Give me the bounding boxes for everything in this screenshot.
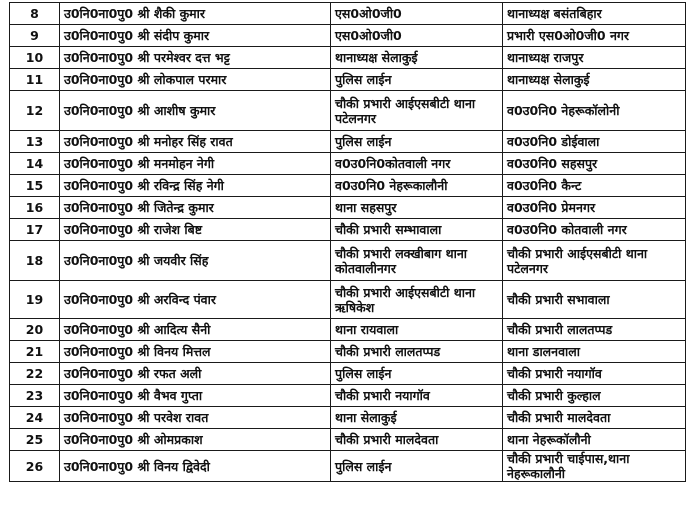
officer-name-cell: उ0नि0ना0पु0 श्री मनोहर सिंह रावत [60, 131, 331, 153]
serial-number-cell: 17 [10, 219, 60, 241]
current-posting-cell: चौकी प्रभारी आईएसबीटी थाना ऋषिकेश [331, 281, 503, 319]
new-posting-cell: चौकी प्रभारी नयागॉव [503, 363, 686, 385]
serial-number-cell: 12 [10, 91, 60, 131]
table-row [10, 341, 686, 363]
new-posting-cell: चौकी प्रभारी आईएसबीटी थाना पटेलनगर [503, 241, 686, 281]
serial-number-cell: 20 [10, 319, 60, 341]
new-posting-cell: चौकी प्रभारी मालदेवता [503, 407, 686, 429]
table-row [10, 363, 686, 385]
current-posting-cell: चौकी प्रभारी मालदेवता [331, 429, 503, 451]
current-posting-cell: थानाध्यक्ष सेलाकुई [331, 47, 503, 69]
officer-name-cell: उ0नि0ना0पु0 श्री रफत अली [60, 363, 331, 385]
officer-name-cell: उ0नि0ना0पु0 श्री आशीष कुमार [60, 91, 331, 131]
table-row [10, 429, 686, 451]
new-posting-cell: चौकी प्रभारी कुल्हाल [503, 385, 686, 407]
table-row [10, 47, 686, 69]
current-posting-cell: चौकी प्रभारी नयागॉव [331, 385, 503, 407]
officer-name-cell: उ0नि0ना0पु0 श्री आदित्य सैनी [60, 319, 331, 341]
current-posting-cell: चौकी प्रभारी लक्खीबाग थाना कोतवालीनगर [331, 241, 503, 281]
officer-name-cell: उ0नि0ना0पु0 श्री मनमोहन नेगी [60, 153, 331, 175]
serial-number-cell: 15 [10, 175, 60, 197]
table-row [10, 91, 686, 131]
officer-name-cell: उ0नि0ना0पु0 श्री जयवीर सिंह [60, 241, 331, 281]
serial-number-cell: 10 [10, 47, 60, 69]
new-posting-cell: प्रभारी एस0ओ0जी0 नगर [503, 25, 686, 47]
officer-name-cell: उ0नि0ना0पु0 श्री जितेन्द्र कुमार [60, 197, 331, 219]
new-posting-cell: व0उ0नि0 डोईवाला [503, 131, 686, 153]
serial-number-cell: 25 [10, 429, 60, 451]
current-posting-cell: व0उ0नि0 नेहरूकालौनी [331, 175, 503, 197]
officer-name-cell: उ0नि0ना0पु0 श्री ओमप्रकाश [60, 429, 331, 451]
table-row [10, 241, 686, 281]
serial-number-cell: 21 [10, 341, 60, 363]
new-posting-cell: थाना डालनवाला [503, 341, 686, 363]
officer-name-cell: उ0नि0ना0पु0 श्री संदीप कुमार [60, 25, 331, 47]
table-row [10, 281, 686, 319]
current-posting-cell: चौकी प्रभारी लालतप्पड [331, 341, 503, 363]
new-posting-cell: चौकी प्रभारी सभावाला [503, 281, 686, 319]
officer-name-cell: उ0नि0ना0पु0 श्री विनय द्विवेदी [60, 451, 331, 482]
current-posting-cell: थाना सेलाकुई [331, 407, 503, 429]
new-posting-cell: चौकी प्रभारी चाईपास,थाना नेहरूकालौनी [503, 451, 686, 482]
table-row [10, 25, 686, 47]
transfer-table-body [10, 3, 686, 482]
new-posting-cell: थानाध्यक्ष सेलाकुई [503, 69, 686, 91]
current-posting-cell: व0उ0नि0कोतवाली नगर [331, 153, 503, 175]
table-row [10, 131, 686, 153]
current-posting-cell: थाना सहसपुर [331, 197, 503, 219]
officer-name-cell: उ0नि0ना0पु0 श्री वैभव गुप्ता [60, 385, 331, 407]
officer-name-cell: उ0नि0ना0पु0 श्री विनय मित्तल [60, 341, 331, 363]
officer-name-cell: उ0नि0ना0पु0 श्री शैकी कुमार [60, 3, 331, 25]
new-posting-cell: व0उ0नि0 प्रेमनगर [503, 197, 686, 219]
officer-name-cell: उ0नि0ना0पु0 श्री लोकपाल परमार [60, 69, 331, 91]
new-posting-cell: व0उ0नि0 कैन्ट [503, 175, 686, 197]
serial-number-cell: 19 [10, 281, 60, 319]
table-row [10, 319, 686, 341]
current-posting-cell: चौकी प्रभारी सम्भावाला [331, 219, 503, 241]
officer-name-cell: उ0नि0ना0पु0 श्री परवेश रावत [60, 407, 331, 429]
table-row [10, 407, 686, 429]
new-posting-cell: थानाध्यक्ष राजपुर [503, 47, 686, 69]
current-posting-cell: पुलिस लाईन [331, 131, 503, 153]
serial-number-cell: 22 [10, 363, 60, 385]
serial-number-cell: 9 [10, 25, 60, 47]
serial-number-cell: 8 [10, 3, 60, 25]
current-posting-cell: एस0ओ0जी0 [331, 25, 503, 47]
officer-name-cell: उ0नि0ना0पु0 श्री अरविन्द पंवार [60, 281, 331, 319]
serial-number-cell: 24 [10, 407, 60, 429]
current-posting-cell: चौकी प्रभारी आईएसबीटी थाना पटेलनगर [331, 91, 503, 131]
new-posting-cell: थाना नेहरूकॉलौनी [503, 429, 686, 451]
serial-number-cell: 18 [10, 241, 60, 281]
officer-name-cell: उ0नि0ना0पु0 श्री राजेश बिष्ट [60, 219, 331, 241]
serial-number-cell: 26 [10, 451, 60, 482]
new-posting-cell: थानाध्यक्ष बसंतबिहार [503, 3, 686, 25]
current-posting-cell: पुलिस लाईन [331, 363, 503, 385]
current-posting-cell: एस0ओ0जी0 [331, 3, 503, 25]
current-posting-cell: थाना रायवाला [331, 319, 503, 341]
current-posting-cell: पुलिस लाईन [331, 451, 503, 482]
table-row [10, 451, 686, 482]
table-row [10, 197, 686, 219]
serial-number-cell: 23 [10, 385, 60, 407]
serial-number-cell: 11 [10, 69, 60, 91]
current-posting-cell: पुलिस लाईन [331, 69, 503, 91]
new-posting-cell: चौकी प्रभारी लालतप्पड [503, 319, 686, 341]
table-row [10, 385, 686, 407]
table-row [10, 3, 686, 25]
new-posting-cell: व0उ0नि0 सहसपुर [503, 153, 686, 175]
table-row [10, 219, 686, 241]
new-posting-cell: व0उ0नि0 नेहरूकॉलोनी [503, 91, 686, 131]
serial-number-cell: 13 [10, 131, 60, 153]
serial-number-cell: 14 [10, 153, 60, 175]
table-row [10, 153, 686, 175]
new-posting-cell: व0उ0नि0 कोतवाली नगर [503, 219, 686, 241]
officer-name-cell: उ0नि0ना0पु0 श्री रविन्द्र सिंह नेगी [60, 175, 331, 197]
table-row [10, 175, 686, 197]
table-row [10, 69, 686, 91]
transfer-table [9, 2, 686, 482]
officer-name-cell: उ0नि0ना0पु0 श्री परमेश्वर दत्त भट्ट [60, 47, 331, 69]
serial-number-cell: 16 [10, 197, 60, 219]
